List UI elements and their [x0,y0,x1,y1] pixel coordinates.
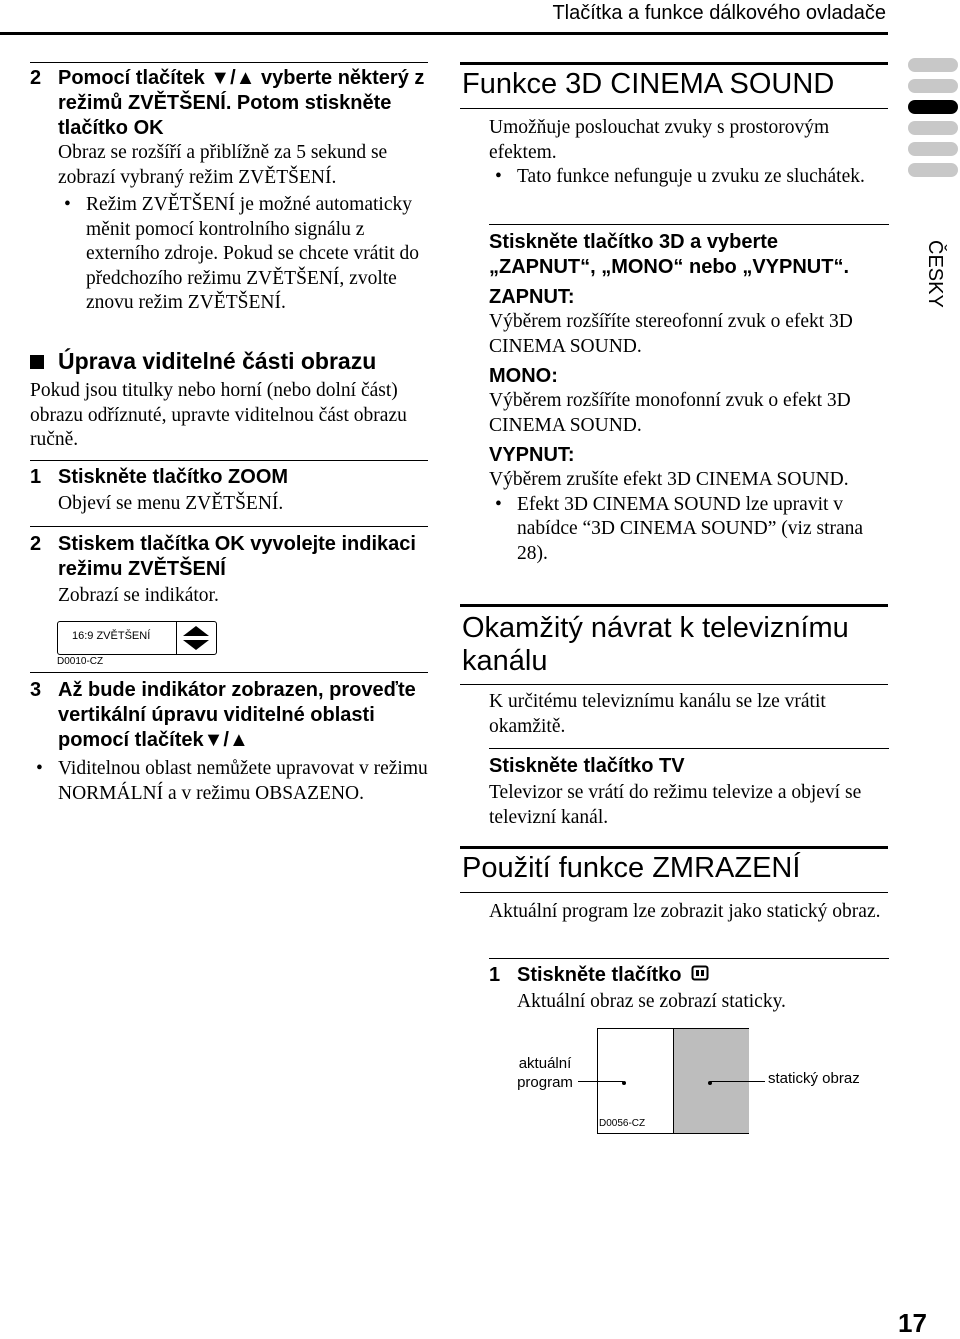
leader-line [710,1081,765,1082]
diagram-code: D0056-CZ [599,1118,646,1129]
freeze-intro: Aktuální program lze zobrazit jako statický obraz. [489,901,881,922]
current-program-label: aktuální program [517,1055,573,1091]
indicator-code: D0010-CZ [57,656,104,667]
divider [489,224,889,225]
option-on-label: ZAPNUT: [489,286,575,308]
section-heading: Úprava viditelné části obrazu [30,348,430,375]
header-rule [0,32,888,35]
section-rule [460,846,888,849]
tv-body: Televizor se vrátí do režimu televize a objeví se televizní kanál. [489,782,862,828]
cinema-instruction: Stiskněte tlačítko 3D a vyberte „ZAPNUT“, „MONO“ nebo „VYPNUT“. [489,231,849,278]
option-on-text: Výběrem rozšíříte stereofonní zvuk o efekt 3D CINEMA SOUND. [489,311,853,357]
divider [489,958,889,959]
step-1-heading: 1 Stiskněte tlačítko ZOOM [30,466,289,488]
tv-intro: K určitému televiznímu kanálu se lze vrátit okamžitě. [489,691,826,737]
up-down-arrows-icon [182,625,210,651]
divider [460,108,888,109]
leader-line [578,1081,623,1082]
cinema-note-2: • Efekt 3D CINEMA SOUND lze upravit v nabídce “3D CINEMA SOUND” (viz strana 28). [489,493,889,567]
freeze-step-heading: 1 Stiskněte tlačítko [489,963,889,988]
divider [30,526,428,527]
step-3-note: • Viditelnou oblast nemůžete upravovat v režimu NORMÁLNÍ a v režimu OBSAZENO. [30,757,430,806]
section-tabs [908,58,958,184]
step-2b-body: Zobrazí se indikátor. [58,585,219,606]
freeze-button-icon [691,964,709,982]
tv-title: Okamžitý návrat k televiznímu kanálu [462,612,849,677]
square-bullet-icon [30,355,44,369]
tab-marker [908,58,958,72]
step-2-note: • Režim ZVĚTŠENÍ je možné automaticky měnit pomocí kontrolního signálu z externího zdroje. Pokud se chcete vrátit do předchozího režimu ZVĚTŠENÍ, zvolte znovu režim ZVĚTŠENÍ. [58,193,430,316]
tab-marker [908,142,958,156]
cinema-intro: Umožňuje poslouchat zvuky s prostorovým efektem. [489,117,830,163]
section-intro: Pokud jsou titulky nebo horní (nebo dolní část) obrazu odříznuté, upravte viditelnou část obrazu ručně. [30,380,407,450]
header-title: Tlačítka a funkce dálkového ovladače [552,2,886,24]
cinema-title: Funkce 3D CINEMA SOUND [462,68,835,100]
divider [30,672,428,673]
divider [30,62,428,63]
language-label: ČESKY [924,240,946,308]
option-off-label: VYPNUT: [489,444,575,466]
option-mono-text: Výběrem rozšíříte monofonní zvuk o efekt 3D CINEMA SOUND. [489,390,851,436]
divider [460,892,888,893]
option-mono-label: MONO: [489,365,558,387]
tv-instruction: Stiskněte tlačítko TV [489,755,685,777]
static-image-label: statický obraz [768,1070,860,1087]
tab-marker [908,79,958,93]
tab-marker [908,121,958,135]
divider [460,684,888,685]
freeze-step-body: Aktuální obraz se zobrazí staticky. [517,991,786,1012]
step-2-body: Obraz se rozšíří a přiblížně za 5 sekund se zobrazí vybraný režim ZVĚTŠENÍ. [58,142,388,188]
step-1-body: Objeví se menu ZVĚTŠENÍ. [58,493,284,514]
step-3-heading: 3 Až bude indikátor zobrazen, proveďte vertikální úpravu viditelné oblasti pomocí tlačítek▼/▲ [30,679,416,751]
indicator-label: 16:9 ZVĚTŠENÍ [72,630,151,642]
option-off-text: Výběrem zrušíte efekt 3D CINEMA SOUND. [489,469,849,490]
step-2-heading: 2 Pomocí tlačítek ▼/▲ vyberte některý z režimů ZVĚTŠENÍ. Potom stiskněte tlačítko OK [30,67,425,139]
section-rule [460,604,888,607]
divider [489,748,889,749]
freeze-title: Použití funkce ZMRAZENÍ [462,852,801,884]
zoom-indicator [57,621,217,655]
step-2b-heading: 2 Stiskem tlačítka OK vyvolejte indikaci režimu ZVĚTŠENÍ [30,533,416,580]
cinema-note: • Tato funkce nefunguje u zvuku ze sluchátek. [489,165,889,190]
divider [30,460,428,461]
section-rule [460,62,888,65]
tab-marker [908,163,958,177]
tab-marker-active [908,100,958,114]
page-number: 17 [898,1308,927,1338]
